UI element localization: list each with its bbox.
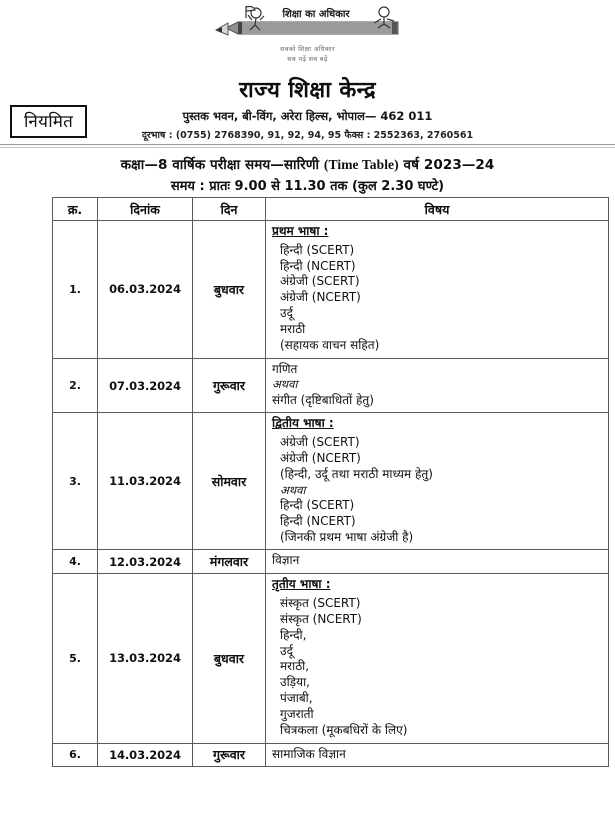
subject-line: उड़िया, — [280, 675, 310, 690]
subject-line: गुजराती — [280, 706, 314, 721]
organization-name: राज्य शिक्षा केन्द्र — [239, 78, 376, 103]
exam-title-part1: कक्षा—8 वार्षिक परीक्षा समय—सारिणी — [120, 157, 324, 173]
status-badge-regular: नियमित — [10, 105, 87, 138]
cell-date: 13.03.2024 — [98, 574, 193, 743]
subject-line: अंग्रेजी (SCERT) — [280, 274, 360, 289]
table-row — [53, 743, 609, 767]
cell-day: गुरूवार — [193, 743, 266, 767]
table-row — [53, 574, 609, 743]
subject-heading: प्रथम भाषा : — [272, 224, 329, 238]
exam-title-english: (Time Table) — [323, 157, 399, 172]
subject-line: मराठी — [280, 321, 306, 336]
right-to-education-logo — [208, 4, 408, 72]
cell-day: सोमवार — [193, 413, 266, 550]
column-header-day: दिन — [193, 198, 266, 221]
subject-line: हिन्दी (NCERT) — [280, 513, 356, 528]
table-header — [53, 198, 609, 221]
subject-line: अंग्रेजी (SCERT) — [280, 435, 360, 450]
title-block — [0, 155, 615, 194]
time-table — [52, 197, 609, 767]
cell-serial: 6. — [53, 743, 98, 767]
table-row — [53, 413, 609, 550]
cell-date: 14.03.2024 — [98, 743, 193, 767]
column-header-date: दिनांक — [98, 198, 193, 221]
table-header-row — [53, 198, 609, 221]
column-header-subject: विषय — [266, 198, 609, 221]
logo-text: शिक्षा का अधिकार — [281, 9, 350, 20]
cell-serial: 5. — [53, 574, 98, 743]
cell-subject — [266, 550, 609, 574]
subject-line: हिन्दी (SCERT) — [280, 497, 355, 512]
logo-container — [0, 4, 615, 72]
subject-list — [272, 747, 608, 763]
subject-line: मराठी, — [280, 659, 310, 674]
subject-heading: तृतीय भाषा : — [272, 577, 331, 592]
subject-line: हिन्दी (SCERT) — [280, 242, 355, 257]
cell-date: 06.03.2024 — [98, 221, 193, 359]
subject-list — [272, 243, 608, 354]
cell-subject — [266, 413, 609, 550]
cell-serial: 2. — [53, 358, 98, 413]
subject-line: उर्दू — [280, 306, 293, 321]
subject-line: (सहायक वाचन सहित) — [280, 337, 380, 352]
table-row — [53, 358, 609, 413]
subject-line: हिन्दी (NCERT) — [280, 258, 356, 273]
exam-title-part2: वर्ष 2023—24 — [398, 157, 495, 173]
letterhead — [0, 0, 615, 141]
subject-line: अंग्रेजी (NCERT) — [280, 451, 361, 466]
subject-line: संगीत (दृष्टिबाधितों हेतु) — [272, 392, 374, 407]
exam-time-line: समय : प्रातः 9.00 से 11.30 तक (कुल 2.30 घण्टे) — [170, 179, 445, 194]
cell-day: गुरूवार — [193, 358, 266, 413]
column-header-serial: क्र. — [53, 198, 98, 221]
logo-caption-line-2: सब पढ़ें सब बढ़ें — [287, 55, 328, 64]
cell-subject — [266, 358, 609, 413]
cell-serial: 3. — [53, 413, 98, 550]
cell-date: 12.03.2024 — [98, 550, 193, 574]
subject-line: संस्कृत (NCERT) — [280, 611, 362, 626]
subject-line: पंजाबी, — [280, 691, 313, 706]
subject-line: अथवा — [272, 377, 298, 392]
subject-heading: द्वितीय भाषा : — [272, 416, 334, 431]
subject-line: (हिन्दी, उर्दू तथा मराठी माध्यम हेतु) — [280, 466, 433, 481]
cell-date: 11.03.2024 — [98, 413, 193, 550]
header-divider — [0, 144, 615, 148]
subject-line: सामाजिक विज्ञान — [272, 746, 346, 761]
cell-day: मंगलवार — [193, 550, 266, 574]
subject-list — [272, 596, 608, 738]
subject-line: चित्रकला (मूकबधिरों के लिए) — [280, 722, 408, 737]
subject-line: गणित — [272, 361, 298, 376]
subject-list — [272, 553, 608, 569]
cell-subject — [266, 743, 609, 767]
cell-date: 07.03.2024 — [98, 358, 193, 413]
cell-day: बुधवार — [193, 574, 266, 743]
cell-subject — [266, 221, 609, 359]
subject-line: (जिनकी प्रथम भाषा अंग्रेजी है) — [280, 529, 414, 544]
subject-line: संस्कृत (SCERT) — [280, 596, 361, 611]
organization-address: पुस्तक भवन, बी-विंग, अरेरा हिल्स, भोपाल— 462 011 — [182, 109, 433, 123]
subject-line: हिन्दी, — [280, 627, 307, 642]
subject-list — [272, 362, 608, 409]
subject-line: उर्दू — [280, 643, 293, 658]
subject-list — [272, 435, 608, 545]
exam-title — [0, 155, 615, 173]
cell-subject — [266, 574, 609, 743]
organization-phone: दूरभाष : (0755) 2768390, 91, 92, 94, 95 फैक्स : 2552363, 2760561 — [141, 130, 474, 141]
table-body — [53, 221, 609, 767]
subject-line: अथवा — [280, 482, 306, 497]
cell-day: बुधवार — [193, 221, 266, 359]
pencil-children-emblem-icon — [208, 4, 408, 48]
logo-caption-line-1: सबको शिक्षा अधिकार — [280, 45, 335, 53]
subject-line: विज्ञान — [272, 553, 300, 568]
table-row — [53, 550, 609, 574]
table-row — [53, 221, 609, 359]
subject-line: अंग्रेजी (NCERT) — [280, 290, 361, 305]
cell-serial: 4. — [53, 550, 98, 574]
cell-serial: 1. — [53, 221, 98, 359]
logo-caption — [208, 44, 408, 64]
